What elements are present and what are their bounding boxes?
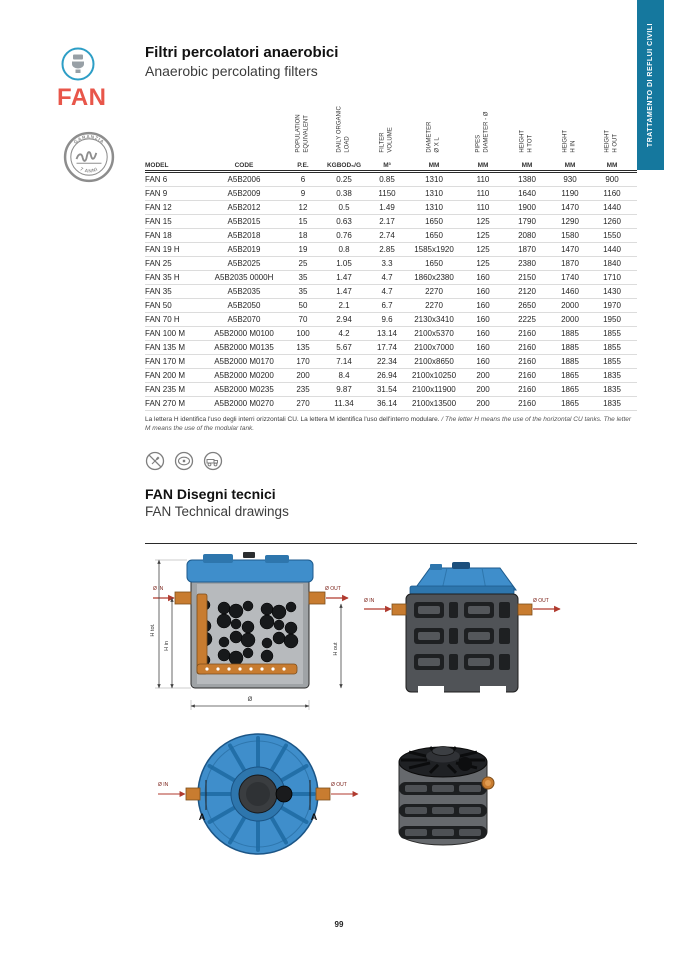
prohibition-icon [145,451,165,471]
table-cell: 1900 [518,203,536,212]
table-cell: 0.38 [336,189,352,198]
toilet-icon [60,46,96,82]
outlet-label: Ø OUT [533,597,549,604]
column-header: FILTER VOLUME [379,127,394,153]
table-cell: 1855 [603,357,621,366]
column-header: DAILY ORGANIC LOAD [336,106,351,153]
table-cell: FAN 170 M [145,357,186,366]
table-cell: 200 [476,371,490,380]
table-cell: 1.49 [379,203,395,212]
table-cell: 2150 [518,273,536,282]
table-cell: 0.63 [336,217,352,226]
column-header: HEIGHT H TOT [519,130,534,153]
table-cell: 19 [298,245,308,254]
table-header-spacer [203,91,285,155]
table-cell: 0.25 [336,175,352,184]
table-cell: 160 [476,357,490,366]
table-cell: 100 [296,329,310,338]
table-cell: 1.05 [336,259,352,268]
table-cell: 9.87 [336,385,352,394]
table-cell: 1310 [425,175,443,184]
inlet-label: Ø IN [364,597,375,604]
column-header: DIAMETER Ø X L [426,121,441,153]
table-cell: 1440 [603,245,621,254]
table-cell: 1640 [518,189,536,198]
table-cell: A5B2035 0000H [214,273,274,282]
column-header-cell [461,91,505,155]
table-cell: 0.76 [336,231,352,240]
table-cell: 2160 [518,371,536,380]
table-header-spacer [145,91,203,155]
table-cell: A5B2015 [227,217,261,226]
warranty-seal [63,131,115,183]
table-cell: 35 [298,287,308,296]
column-unit-label: MM [606,162,618,169]
table-cell: FAN 35 [145,287,172,296]
table-cell: 1470 [561,203,579,212]
outlet-label: Ø OUT [325,585,341,592]
table-cell: 900 [605,175,619,184]
outlet-label: Ø OUT [331,781,347,788]
table-body [145,173,637,411]
table-cell: 50 [298,301,308,310]
table-cell: FAN 135 M [145,343,186,352]
product-family-label: FAN [57,84,107,111]
table-cell: 2160 [518,357,536,366]
dim-label-diameter: Ø [247,696,253,703]
table-cell: 36.14 [376,399,398,408]
section-divider [145,543,637,544]
column-unit-label: P.E. [297,162,309,169]
column-header-cell [367,91,407,155]
table-cell: 1430 [603,287,621,296]
table-row [145,313,637,327]
table-cell: 2130x3410 [414,315,454,324]
column-unit-label: CODE [234,162,254,169]
table-cell: 1885 [561,357,579,366]
column-header: PIPES DIAMETER - Ø [475,111,490,153]
table-cell: 2160 [518,343,536,352]
table-cell: A5B2019 [227,245,261,254]
table-cell: A5B2000 M0170 [214,357,274,366]
table-cell: 1585x1920 [414,245,454,254]
table-cell: 17.74 [376,343,398,352]
table-cell: 1885 [561,329,579,338]
table-row [145,369,637,383]
table-cell: 3.3 [381,259,393,268]
tech-section-title: FAN Disegni tecnici [145,485,276,502]
table-cell: 2270 [425,287,443,296]
table-cell: 1835 [603,371,621,380]
table-cell: 125 [476,231,490,240]
table-row [145,355,637,369]
table-cell: 12 [298,203,308,212]
table-cell: 9.6 [381,315,393,324]
table-cell: 1650 [425,259,443,268]
table-cell: FAN 50 [145,301,172,310]
table-cell: 2270 [425,301,443,310]
section-marker-a-left: A [198,811,206,822]
column-unit-label: MODEL [145,162,169,169]
table-cell: FAN 18 [145,231,172,240]
table-cell: 110 [476,189,490,198]
column-header: HEIGHT H OUT [604,130,619,153]
table-cell: 4.2 [338,329,350,338]
column-unit-label: MM [477,162,489,169]
table-row [145,257,637,271]
table-cell: 2100x7000 [414,343,454,352]
spec-table [145,91,637,411]
drawing-side-view [352,556,577,706]
table-cell: 200 [476,399,490,408]
table-cell: A5B2025 [227,259,261,268]
page-number: 99 [334,920,344,929]
table-cell: 110 [476,175,490,184]
column-unit-label: M³ [383,162,391,169]
table-cell: FAN 19 H [145,245,180,254]
table-cell: A5B2000 M0235 [214,385,274,394]
table-cell: FAN 235 M [145,385,186,394]
table-cell: 35 [298,273,308,282]
column-header: POPULATION EQUIVALENT [295,114,310,153]
footnote [145,416,637,434]
table-cell: 2100x13500 [411,399,457,408]
table-cell: 2.17 [379,217,395,226]
table-cell: 1860x2380 [414,273,454,282]
table-cell: 270 [296,399,310,408]
table-cell: FAN 270 M [145,399,186,408]
table-cell: 1310 [425,189,443,198]
table-cell: A5B2009 [227,189,261,198]
table-cell: 70 [298,315,308,324]
inlet-label: Ø IN [158,781,169,788]
table-cell: 1885 [561,343,579,352]
table-cell: 930 [563,175,577,184]
table-cell: A5B2035 [227,287,261,296]
warranty-seal-bottom-text: 7 ANNI [78,167,100,175]
table-cell: 18 [298,231,308,240]
table-cell: 4.7 [381,273,393,282]
table-cell: 7.14 [336,357,352,366]
table-cell: 1260 [603,217,621,226]
page-title: Filtri percolatori anaerobici [145,44,339,61]
table-cell: 1190 [561,189,579,198]
category-tab-label: TRATTAMENTO DI REFLUI CIVILI [647,22,654,148]
table-cell: A5B2006 [227,175,261,184]
table-cell: 2120 [518,287,536,296]
table-cell: 1970 [603,301,621,310]
table-cell: 2650 [518,301,536,310]
table-cell: 15 [298,217,308,226]
column-header-cell [321,91,367,155]
table-cell: 2225 [518,315,536,324]
table-cell: 26.94 [376,371,398,380]
table-cell: 11.34 [334,399,354,408]
table-cell: A5B2000 M0135 [214,343,274,352]
dim-label-htot: H tot. [150,622,156,637]
table-cell: 31.54 [376,385,398,394]
table-cell: 1650 [425,217,443,226]
vehicle-icon [203,451,223,471]
table-row [145,341,637,355]
table-cell: A5B2000 M0200 [214,371,274,380]
table-cell: 25 [298,259,308,268]
table-cell: 0.8 [338,245,350,254]
table-cell: 1460 [561,287,579,296]
table-cell: 160 [476,329,490,338]
table-cell: 170 [296,357,310,366]
table-cell: 2080 [518,231,536,240]
table-cell: 9 [300,189,306,198]
table-cell: 1440 [603,203,621,212]
category-tab [637,0,664,170]
table-cell: FAN 9 [145,189,168,198]
table-cell: 13.14 [376,329,398,338]
table-row [145,243,637,257]
table-units-row [145,155,637,173]
footnote-italian: La lettera H identifica l'uso degli interri orizzontali CU. La lettera M identifica l'uso dell'interro modulare. [145,416,440,423]
table-row [145,187,637,201]
table-cell: FAN 25 [145,259,172,268]
footnote-english: / The letter H means the use of the horizontal CU tanks. The letter M means the use of the modular tank. [145,416,632,432]
table-row [145,299,637,313]
table-cell: 2100x5370 [414,329,454,338]
table-cell: 1160 [603,189,621,198]
table-cell: 1840 [603,259,621,268]
table-cell: 5.67 [336,343,352,352]
table-cell: 1790 [518,217,536,226]
table-cell: 1855 [603,343,621,352]
table-cell: 4.7 [381,287,393,296]
table-cell: 1470 [561,245,579,254]
tech-section-subtitle: FAN Technical drawings [145,503,289,519]
installation-icons [145,451,637,471]
table-cell: 0.5 [338,203,350,212]
table-cell: 1835 [603,385,621,394]
table-cell: 200 [296,371,310,380]
table-cell: A5B2070 [227,315,261,324]
table-row [145,271,637,285]
table-cell: A5B2050 [227,301,261,310]
table-cell: 1870 [561,259,579,268]
table-cell: 2000 [561,301,579,310]
table-cell: 1550 [603,231,621,240]
inlet-label: Ø IN [153,585,164,592]
table-cell: 2100x11900 [412,385,456,394]
table-cell: 125 [476,245,490,254]
table-cell: 2380 [518,259,536,268]
dim-label-hout: H out [333,641,339,656]
column-unit-label: MM [564,162,576,169]
table-cell: 1855 [603,329,621,338]
table-cell: 0.85 [379,175,395,184]
table-cell: 1380 [518,175,536,184]
table-cell: FAN 35 H [145,273,180,282]
table-cell: 2160 [518,385,536,394]
column-header-cell [549,91,591,155]
table-row [145,397,637,411]
warranty-seal-top-text: GARANZIA [73,135,105,146]
table-cell: 1865 [561,371,579,380]
table-cell: 160 [476,273,490,282]
table-cell: 2.74 [379,231,395,240]
drawing-top-view [150,720,365,870]
table-cell: 125 [476,217,490,226]
table-cell: 2.85 [379,245,395,254]
table-cell: 2.1 [338,301,350,310]
column-header-cell [407,91,461,155]
table-cell: FAN 12 [145,203,172,212]
column-header-cell [285,91,321,155]
table-cell: 135 [296,343,310,352]
table-row [145,327,637,341]
table-cell: 8.4 [338,371,350,380]
section-marker-a-right: A [310,811,318,822]
table-cell: FAN 100 M [145,329,186,338]
drawing-front-section [145,550,355,735]
drawing-3d-view [375,720,510,860]
column-unit-label: KGBOD₅/G [326,162,362,169]
table-cell: 1290 [561,217,579,226]
table-cell: 1580 [561,231,579,240]
table-cell: 2000 [561,315,579,324]
table-cell: A5B2000 M0270 [214,399,274,408]
table-cell: FAN 200 M [145,371,186,380]
table-cell: 235 [296,385,310,394]
table-row [145,285,637,299]
table-cell: 110 [476,203,490,212]
column-header-cell [591,91,633,155]
table-rotated-header-row [145,91,637,155]
table-cell: 1310 [425,203,443,212]
table-cell: 160 [476,287,490,296]
page-subtitle: Anaerobic percolating filters [145,63,318,79]
table-cell: 6 [300,175,306,184]
table-row [145,173,637,187]
table-cell: 1150 [378,189,396,198]
table-cell: 1950 [603,315,621,324]
table-cell: 2100x10250 [411,371,457,380]
column-unit-label: MM [428,162,440,169]
table-cell: 2160 [518,329,536,338]
table-cell: 6.7 [381,301,393,310]
table-cell: FAN 70 H [145,315,180,324]
table-cell: 160 [476,315,490,324]
table-cell: 1.47 [336,273,352,282]
table-row [145,383,637,397]
table-cell: 1740 [561,273,579,282]
table-cell: 200 [476,385,490,394]
table-row [145,215,637,229]
table-cell: FAN 15 [145,217,172,226]
dim-label-hin: H in [164,640,170,651]
table-cell: 160 [476,343,490,352]
table-row [145,229,637,243]
table-cell: 2160 [518,399,536,408]
table-cell: 1870 [518,245,536,254]
table-cell: 1865 [561,399,579,408]
table-cell: 1.47 [336,287,352,296]
table-cell: 2100x8650 [414,357,454,366]
table-cell: FAN 6 [145,175,168,184]
table-cell: 160 [476,301,490,310]
table-cell: A5B2018 [227,231,261,240]
table-cell: 1865 [561,385,579,394]
main-content [145,44,637,880]
table-cell: 1710 [603,273,621,282]
table-cell: 1650 [425,231,443,240]
table-row [145,201,637,215]
table-cell: 22.34 [376,357,398,366]
tank-cover-icon [174,451,194,471]
column-unit-label: MM [521,162,533,169]
technical-drawings [145,550,637,880]
table-cell: A5B2000 M0100 [214,329,274,338]
table-cell: A5B2012 [227,203,261,212]
column-header-cell [505,91,549,155]
column-header: HEIGHT H IN [562,130,577,153]
table-cell: 2.94 [336,315,352,324]
table-cell: 125 [476,259,490,268]
table-cell: 1835 [603,399,621,408]
